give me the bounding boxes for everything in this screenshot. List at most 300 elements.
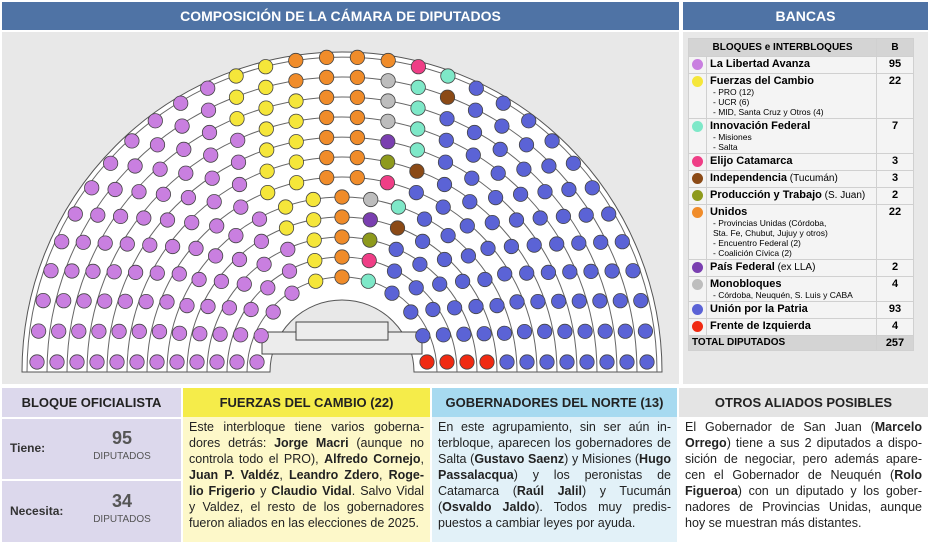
legend-panel [683,32,928,384]
legend-swatch-cell [689,277,707,302]
seat [478,272,492,286]
seat [289,135,303,149]
seat [350,130,364,144]
legend-swatch-cell [689,188,707,205]
chamber-title: COMPOSICIÓN DE LA CÁMARA DE DIPUTADOS [2,2,679,30]
legend-swatch [692,190,703,201]
panel-norte-title: GOBERNADORES DEL NORTE (13) [432,388,677,417]
seat [233,328,247,342]
legend-block-name: Producción y Trabajo [710,189,822,201]
legend-block-cell [707,171,877,188]
legend-sub-item: - Salta [713,142,738,152]
legend-row [689,260,914,277]
seat [319,90,333,104]
seat [390,221,404,235]
seat [319,130,333,144]
legend-seats: 3 [877,171,914,188]
seat [409,281,423,295]
seat [615,235,629,249]
seat [380,176,394,190]
seat [160,295,174,309]
seat [417,212,431,226]
panel-text-segment: y [255,484,272,498]
seat [192,272,206,286]
seat [520,266,534,280]
seat [413,257,427,271]
seat [90,355,104,369]
seat [335,210,349,224]
seat [437,177,451,191]
seat [350,110,364,124]
panel-otros-text [679,417,928,533]
seat [540,355,554,369]
seat [335,190,349,204]
seat [522,114,536,128]
seat [404,305,418,319]
seat [181,190,195,204]
seat [207,195,221,209]
seat [120,237,134,251]
seat [488,190,502,204]
seat [618,324,632,338]
seat [189,241,203,255]
seat [350,150,364,164]
legend-block-name: Independencia [710,172,788,184]
highlight-name: Alfredo Cornejo [324,452,421,466]
seat [320,150,334,164]
panel-text-segment: , [420,452,424,466]
seat [125,134,139,148]
seat [281,242,295,256]
seat [468,103,482,117]
seat [556,209,570,223]
seat [580,355,594,369]
legend-block-name: Frente de Izquierda [710,320,811,332]
legend-swatch-cell [689,260,707,277]
seat [107,265,121,279]
seat [415,234,429,248]
panel-text-segment: ) tiene a sus 2 diputados a dispo-sición de negociar, pero además apare-cen el Gobernador de Neuquén ( [685,436,922,482]
legend-seats: 2 [877,188,914,205]
seat [441,228,455,242]
seat [214,274,228,288]
seat [469,81,483,95]
seat [98,294,112,308]
seat [320,170,334,184]
seat [519,138,533,152]
seat [150,355,164,369]
seat [495,119,509,133]
legend-swatch [692,121,703,132]
panel-oficialista [2,388,181,542]
necesita-unit: DIPUTADOS [93,514,151,525]
panel-norte [432,388,677,542]
seat [205,171,219,185]
seat [387,264,401,278]
seat [282,264,296,278]
seat [584,264,598,278]
legend-sub-item: Sta. Fe, Chubut, Jujuy y otros) [713,228,828,238]
seat [517,162,531,176]
legend-sub-item: - Córdoba, Neuquén, S. Luis y CABA [713,290,853,300]
seat [600,355,614,369]
seat [175,119,189,133]
seat [440,112,454,126]
seat [232,252,246,266]
seat [230,355,244,369]
panel-text-segment: ) con un diputado y los gober-nadores de Provincias Unidas, aunque hoy se muestran más distantes. [685,484,922,530]
seat [545,134,559,148]
seat [231,155,245,169]
legend-swatch-cell [689,57,707,74]
seat [285,286,299,300]
seat [350,70,364,84]
seat [108,182,122,196]
legend-block-cell [707,154,877,171]
seat [307,213,321,227]
seat [420,355,434,369]
seat [517,324,531,338]
highlight-name: Osvaldo Jaldo [442,500,536,514]
seat [411,122,425,136]
legend-row [689,319,914,336]
seat [538,324,552,338]
seat [309,274,323,288]
seat [364,192,378,206]
highlight-name: Juan P. Valdéz [189,468,280,482]
seat [306,192,320,206]
seat [578,324,592,338]
legend-seats: 22 [877,74,914,119]
seat [174,96,188,110]
seat [202,125,216,139]
necesita-row [2,481,181,542]
legend-block-name: Unión por la Patria [710,303,808,315]
seat [441,69,455,83]
seat [201,299,215,313]
seat [153,162,167,176]
panel-otros [679,388,928,542]
seat [185,215,199,229]
seat [210,219,224,233]
seat [137,211,151,225]
seat [440,90,454,104]
legend-swatch [692,279,703,290]
panel-fuerzas [183,388,430,542]
seat [497,326,511,340]
legend-block-cell [707,319,877,336]
legend-row [689,188,914,205]
seat [44,264,58,278]
seat [563,265,577,279]
seat [208,249,222,263]
seat [254,329,268,343]
legend-block-cell [707,57,877,74]
legend-swatch-cell [689,319,707,336]
panel-text-segment: El Gobernador de San Juan ( [685,420,875,434]
seat [165,239,179,253]
seat [594,235,608,249]
seat [362,253,376,267]
legend-block-cell [707,260,877,277]
seat [250,355,264,369]
seat [204,148,218,162]
tiene-unit: DIPUTADOS [93,451,151,462]
seat [77,294,91,308]
legend-row [689,277,914,302]
legend-block-cell [707,302,877,319]
legend-sub-item: - Provincias Unidas (Córdoba, [713,218,827,228]
seat [460,355,474,369]
legend-seats: 22 [877,205,914,260]
tiene-row [2,419,181,479]
legend-sub-item: - Encuentro Federal (2) [713,238,801,248]
seat [598,324,612,338]
seat [132,185,146,199]
legend-seats: 2 [877,260,914,277]
seat [85,181,99,195]
legend-sub-item: - Coalición Cívica (2) [713,248,792,258]
legend-sub-item: - UCR (6) [713,97,750,107]
seat [560,355,574,369]
seat [613,294,627,308]
legend-swatch [692,59,703,70]
panel-text-segment: ) y Misiones ( [564,452,640,466]
seat [279,221,293,235]
seat [289,176,303,190]
seat [380,155,394,169]
legend-total-value: 257 [877,336,914,351]
seat [552,294,566,308]
seat [391,200,405,214]
seat [307,233,321,247]
legend-total-label: TOTAL DIPUTADOS [689,336,877,351]
highlight-name: Raúl Jalil [516,484,582,498]
seat [493,142,507,156]
panel-text-segment: Este interbloque tiene varios goberna-dores detrás: [189,420,424,450]
panel-oficialista-title: BLOQUE OFICIALISTA [2,388,181,417]
seat [213,327,227,341]
seat [259,101,273,115]
seat [411,80,425,94]
seat [605,264,619,278]
seat [572,236,586,250]
seat [231,133,245,147]
seat [361,274,375,288]
seat [193,327,207,341]
seat [261,281,275,295]
seat [130,355,144,369]
seat [289,74,303,88]
legend-seats: 4 [877,277,914,302]
seat [481,241,495,255]
legend-swatch [692,304,703,315]
seat [363,213,377,227]
panel-text-segment: ). Todos muy predis-puestos a cambiar leyes por ayuda. [438,500,671,530]
legend-table [688,38,914,351]
seat [480,355,494,369]
legend-sub-item: - PRO (12) [713,87,755,97]
seat [230,112,244,126]
legend-swatch-cell [689,154,707,171]
legend-swatch-cell [689,171,707,188]
seat [180,298,194,312]
seat [411,101,425,115]
seat [72,324,86,338]
legend-block-name: Elijo Catamarca [710,155,793,167]
seat [572,294,586,308]
seat [491,166,505,180]
panel-fuerzas-title: FUERZAS DEL CAMBIO (22) [183,388,430,417]
legend-col-block: BLOQUES e INTERBLOQUES [689,39,877,57]
legend-block-name: País Federal [710,261,775,273]
seat [170,355,184,369]
seat [335,250,349,264]
seat [76,235,90,249]
seat [467,125,481,139]
seat [128,159,142,173]
panel-norte-text [432,417,677,533]
legend-seats: 4 [877,319,914,336]
seat [65,264,79,278]
seat [411,60,425,74]
seat [381,114,395,128]
seat [229,90,243,104]
legend-total-row [689,336,914,351]
seat [70,355,84,369]
seat [562,182,576,196]
seat [463,195,477,209]
legend-swatch-cell [689,119,707,154]
seat [110,355,124,369]
seat [57,294,71,308]
seat [266,305,280,319]
legend-block-cell [707,119,877,154]
legend-col-seats: B [877,39,914,57]
seat [260,143,274,157]
legend-seats: 95 [877,57,914,74]
seat [319,110,333,124]
seat [531,294,545,308]
seat [579,208,593,222]
panel-text-segment: , [279,468,289,482]
legend-seats: 7 [877,119,914,154]
seat [461,249,475,263]
chamber-chart [2,32,679,384]
seat [460,219,474,233]
legend-swatch-cell [689,302,707,319]
seat [350,90,364,104]
seat [498,267,512,281]
legend-row [689,171,914,188]
seat [640,355,654,369]
seat [410,164,424,178]
seat [244,302,258,316]
seat [436,200,450,214]
necesita-value: 34 [111,491,133,511]
seat [466,148,480,162]
seat [148,114,162,128]
seat [447,301,461,315]
seat [257,257,271,271]
highlight-name: Claudio Vidal [271,484,352,498]
seat [160,213,174,227]
chamber-svg [2,32,679,384]
legend-sub-item: - Misiones [713,132,752,142]
seat [500,355,514,369]
seat [229,69,243,83]
seat [550,237,564,251]
legend-block-note: (Tucumán) [787,173,838,184]
seat [638,324,652,338]
seat [113,209,127,223]
seat [229,228,243,242]
panel-text-segment: , [379,468,389,482]
seat [308,253,322,267]
seat [289,155,303,169]
legend-block-name: Fuerzas del Cambio [710,75,814,87]
seat [260,164,274,178]
seat [172,326,186,340]
seat [350,170,364,184]
seat [55,235,69,249]
seat [416,329,430,343]
panel-text-segment: ) y los peronistas de Catamarca ( [438,468,671,498]
seat [433,277,447,291]
seat [261,185,275,199]
seat [201,103,215,117]
seat [485,215,499,229]
seat [319,70,333,84]
seat [150,266,164,280]
highlight-name: Marcelo Orrego [685,420,922,450]
panel-text-segment: (aunque no controla todo el PRO), [189,436,424,466]
highlight-name: Jorge Macri [274,436,349,450]
seat [490,298,504,312]
legend-block-name: La Libertad Avanza [710,58,811,70]
seat [259,80,273,94]
seat [132,324,146,338]
legend-block-cell [707,277,877,302]
seat [527,238,541,252]
seat [335,270,349,284]
legend-swatch [692,156,703,167]
seat [177,142,191,156]
seat [385,286,399,300]
seat [381,53,395,67]
panel-fuerzas-text [183,417,430,533]
legend-swatch [692,321,703,332]
seat [98,236,112,250]
presidency-desk-top [296,322,388,340]
seat [252,212,266,226]
seat [36,293,50,307]
seat [426,302,440,316]
seat [465,171,479,185]
legend-block-name: Monobloques [710,278,782,290]
seat [31,324,45,338]
legend-swatch [692,173,703,184]
seat [232,177,246,191]
seat [436,328,450,342]
seat [602,207,616,221]
seat [566,156,580,170]
seat [437,252,451,266]
seat [620,355,634,369]
seat [139,294,153,308]
seat [381,74,395,88]
seat [440,355,454,369]
